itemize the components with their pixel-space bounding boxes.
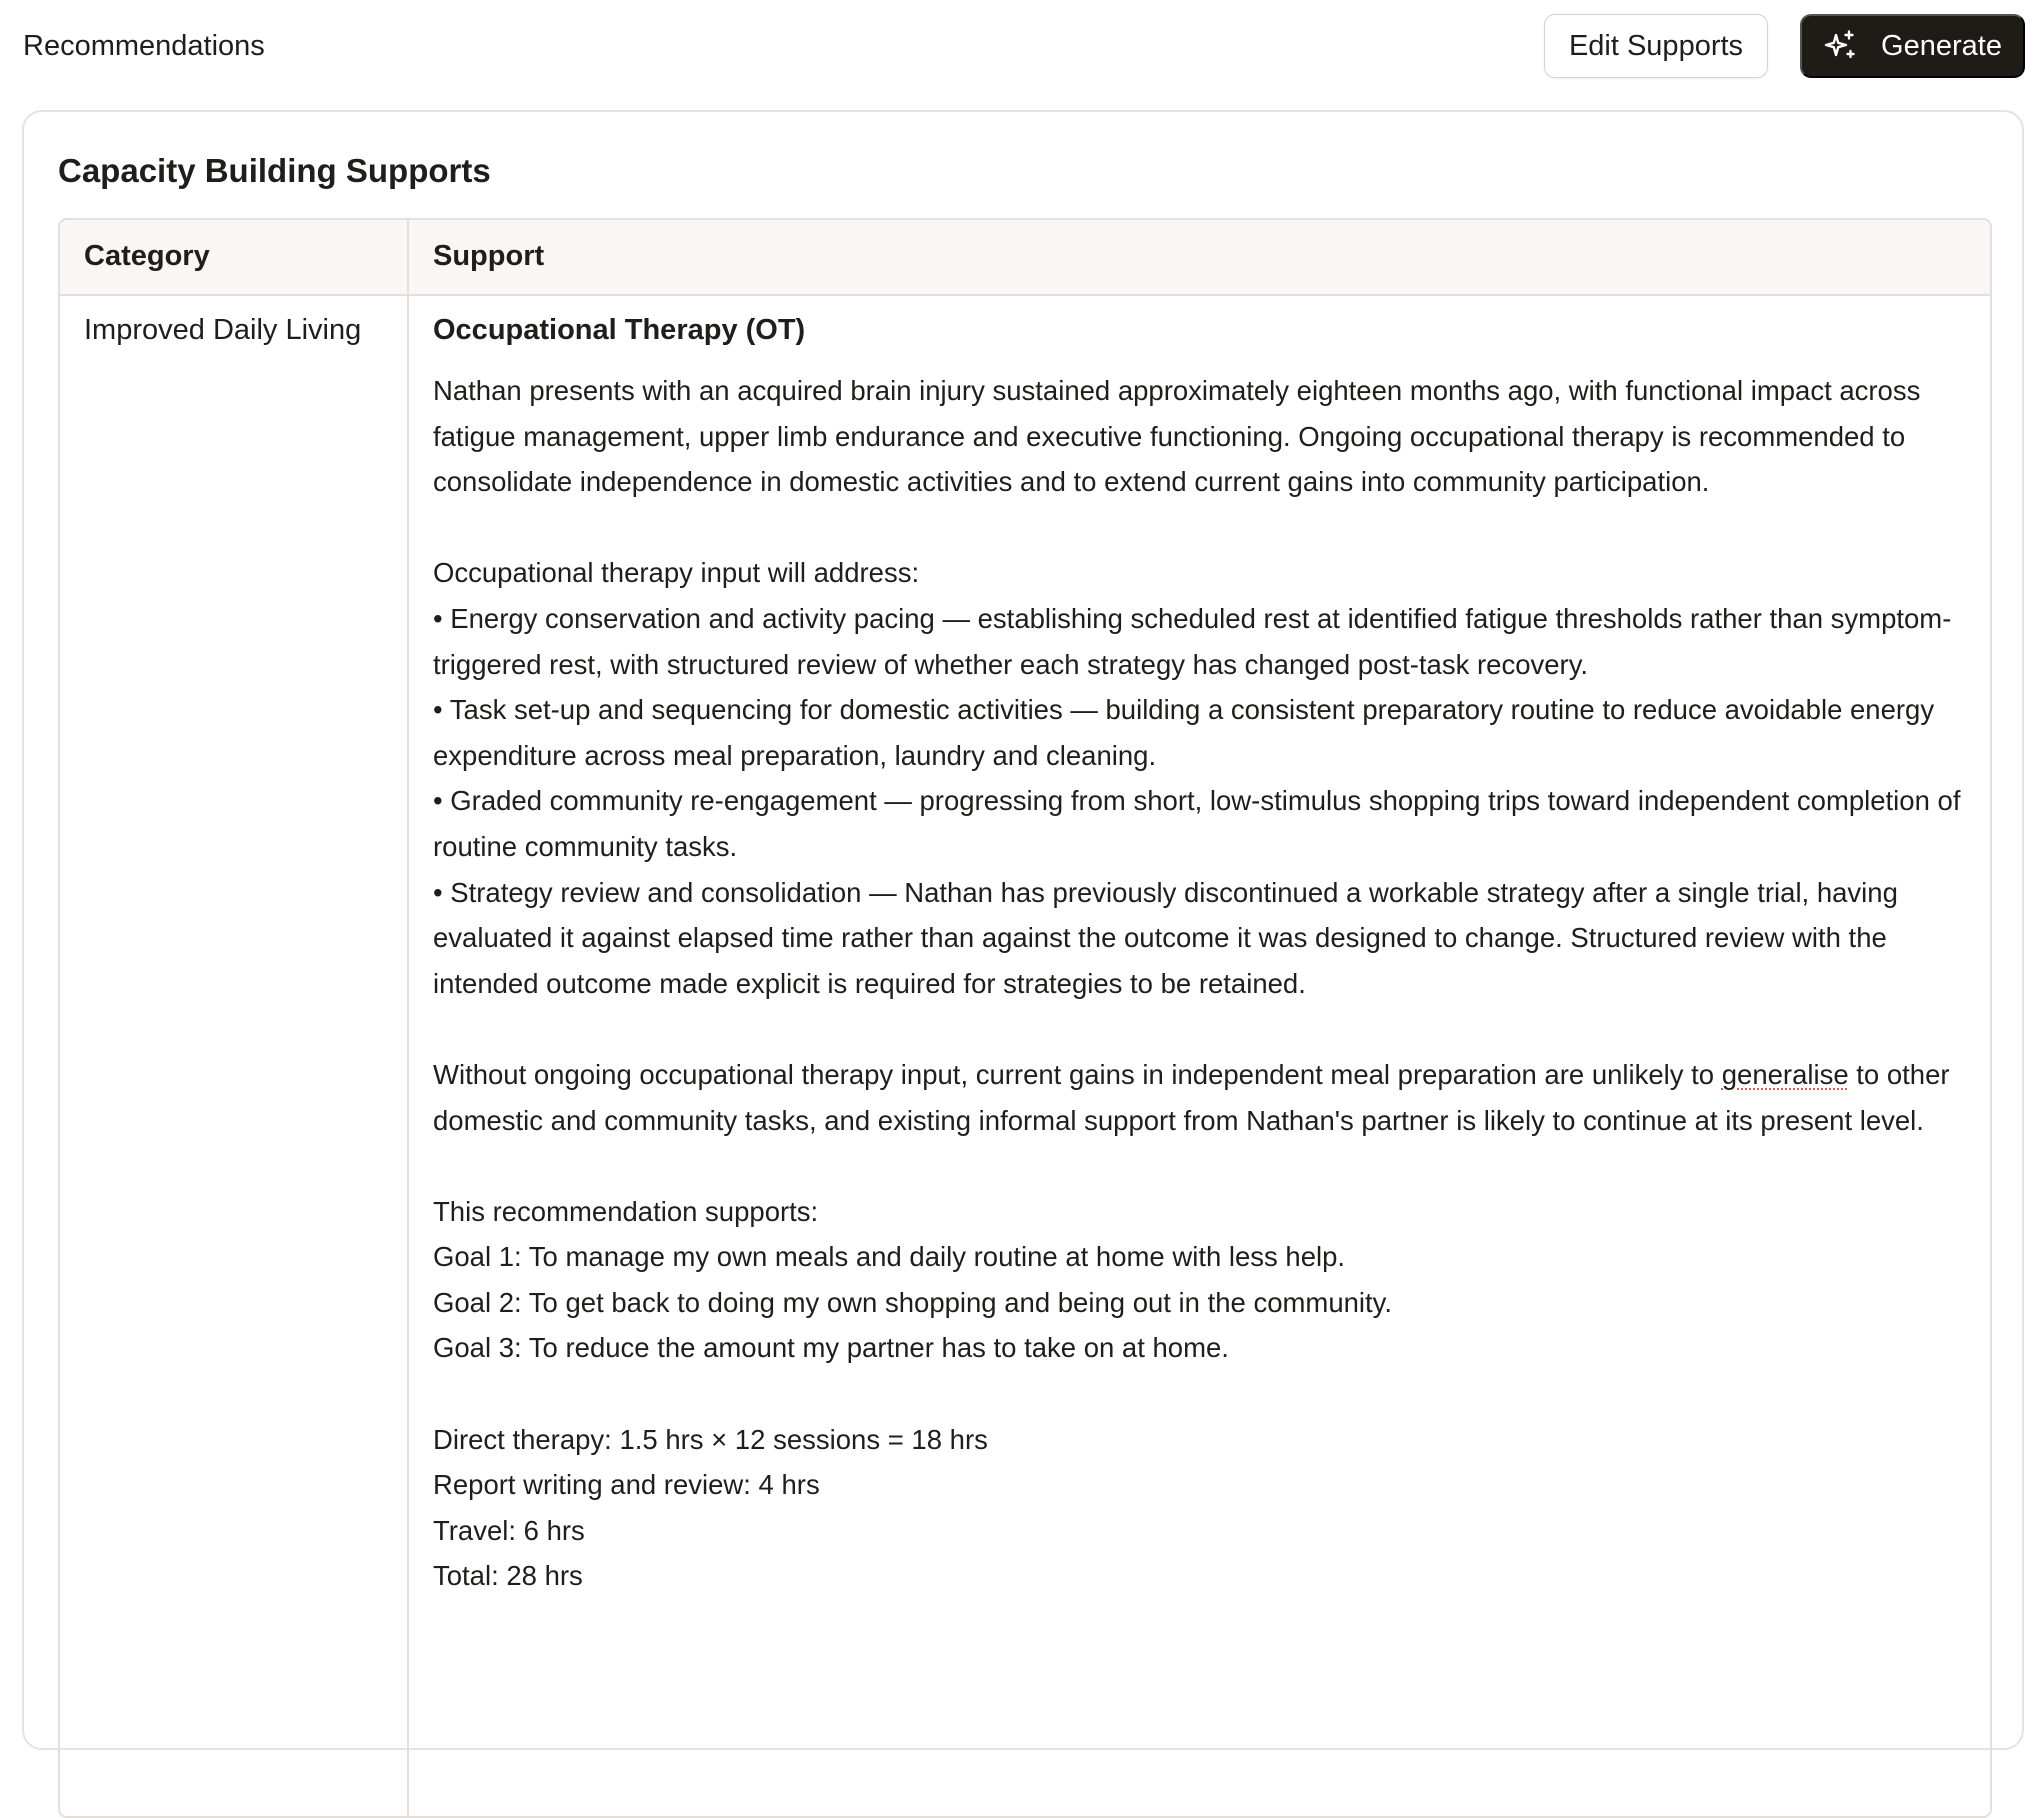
risk-text-after: to other domestic and community tasks, and existing informal support from Nathan's partner is likely to continue at its present level. bbox=[433, 1058, 1950, 1136]
paragraph-gap bbox=[433, 1143, 1973, 1189]
support-cell bbox=[433, 312, 1973, 1599]
generate-button-label: Generate bbox=[1881, 29, 2002, 62]
support-intro: Nathan presents with an acquired brain injury sustained approximately eighteen months ago, with functional impact across fatigue management, upper limb endurance and executive functioning. Ongoing occupational therapy is recommended to consolidate independence in domestic activities and to extend current gains into community participation. bbox=[433, 375, 1921, 498]
bullet-item: • Strategy review and consolidation — Nathan has previously discontinued a workable strategy after a single trial, having evaluated it against elapsed time rather than against the outcome it was designed to change. Structured review with the intended outcome made explicit is required for strategies to be retained. bbox=[433, 876, 1898, 999]
sparkle-icon bbox=[1823, 29, 1857, 63]
generate-button[interactable] bbox=[1800, 14, 2025, 78]
risk-text-before: Without ongoing occupational therapy input, current gains in independent meal preparation are unlikely to bbox=[433, 1058, 1722, 1090]
goals-heading: This recommendation supports: bbox=[433, 1195, 819, 1227]
edit-supports-button[interactable]: Edit Supports bbox=[1544, 14, 1768, 78]
hours-line: Direct therapy: 1.5 hrs × 12 sessions = 18 hrs bbox=[433, 1423, 988, 1455]
bullet-item: • Energy conservation and activity pacing — establishing scheduled rest at identified fatigue thresholds rather than symptom-triggered rest, with structured review of whether each strategy has changed post-task recovery. bbox=[433, 602, 1952, 680]
bullet-item: • Task set-up and sequencing for domestic activities — building a consistent preparatory routine to reduce avoidable energy expenditure across meal preparation, laundry and cleaning. bbox=[433, 694, 1935, 771]
column-header-support: Support bbox=[433, 240, 545, 272]
column-header-category: Category bbox=[84, 240, 210, 272]
category-cell: Improved Daily Living bbox=[84, 314, 362, 346]
bullet-item: • Graded community re-engagement — progressing from short, low-stimulus shopping trips toward independent completion of routine community tasks. bbox=[433, 785, 1961, 862]
supports-table bbox=[58, 218, 1992, 1818]
page-title: Recommendations bbox=[23, 30, 265, 62]
support-title: Occupational Therapy (OT) bbox=[433, 314, 806, 346]
table-header bbox=[60, 220, 1990, 296]
section-title: Capacity Building Supports bbox=[58, 152, 491, 189]
paragraph-gap bbox=[433, 1371, 1973, 1417]
goal-item: Goal 1: To manage my own meals and daily routine at home with less help. bbox=[433, 1241, 1346, 1273]
capacity-building-card bbox=[22, 110, 2024, 1750]
paragraph-gap bbox=[433, 505, 1973, 551]
page-header bbox=[0, 0, 2040, 95]
hours-total: Total: 28 hrs bbox=[433, 1560, 583, 1592]
spellcheck-flagged-word[interactable]: generalise bbox=[1721, 1058, 1849, 1090]
hours-line: Travel: 6 hrs bbox=[433, 1514, 585, 1546]
column-divider bbox=[407, 220, 409, 1816]
goal-item: Goal 3: To reduce the amount my partner has to take on at home. bbox=[433, 1332, 1229, 1364]
address-heading: Occupational therapy input will address: bbox=[433, 557, 920, 589]
risk-paragraph bbox=[433, 1052, 1973, 1143]
goal-item: Goal 2: To get back to doing my own shopping and being out in the community. bbox=[433, 1286, 1393, 1318]
hours-line: Report writing and review: 4 hrs bbox=[433, 1469, 820, 1501]
paragraph-gap bbox=[433, 1006, 1973, 1052]
